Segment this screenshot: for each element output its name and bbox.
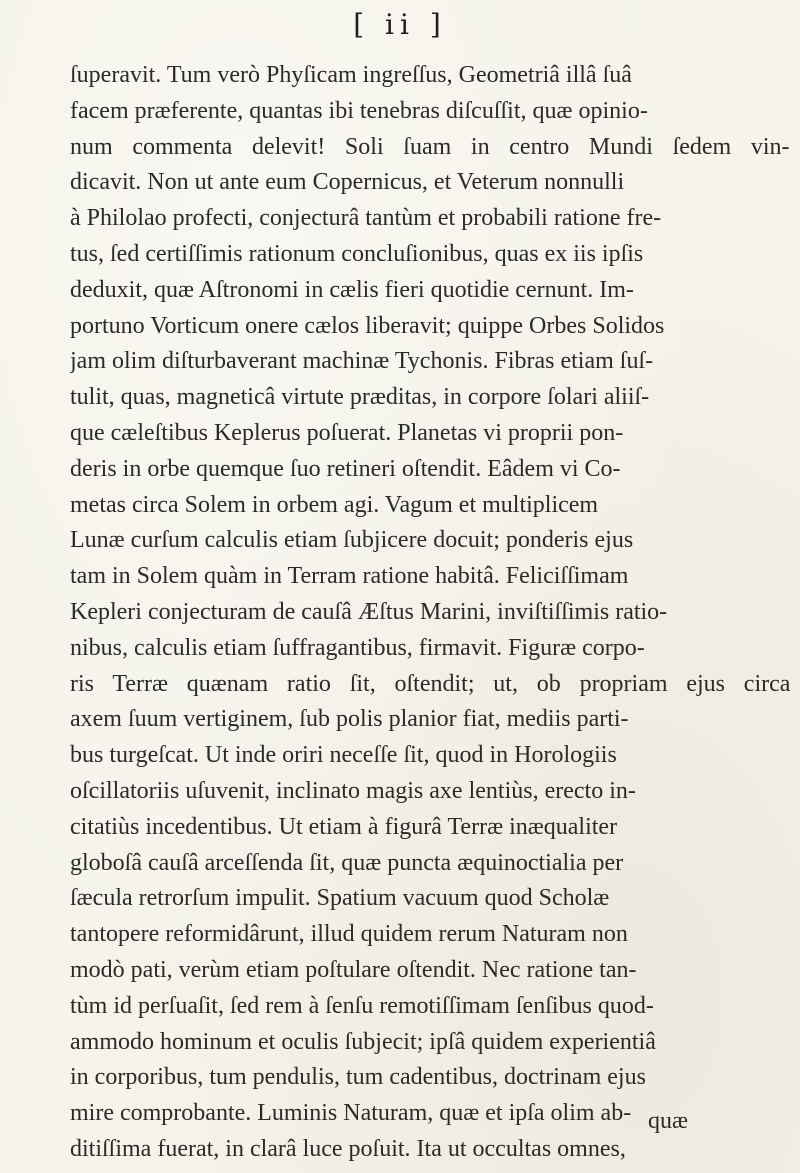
- text-line: ris Terræ quænam ratio ſit, oſtendit; ut, ob propriam ejus circa: [70, 670, 790, 697]
- text-line: ditiſſima fuerat, in clarâ luce poſuit. Ita ut occultas omnes,: [70, 1135, 626, 1162]
- text-line: ſuperavit. Tum verò Phyſicam ingreſſus, Geometriâ illâ ſuâ: [70, 62, 632, 88]
- catchword: quæ: [648, 1108, 689, 1134]
- text-line: bus turgeſcat. Ut inde oriri neceſſe ſit, quod in Horologiis: [70, 742, 617, 769]
- text-line: facem præferente, quantas ibi tenebras diſcuſſit, quæ opinio-: [70, 97, 648, 124]
- text-line: nibus, calculis etiam ſuffragantibus, firmavit. Figuræ corpo-: [70, 634, 645, 661]
- text-line: deduxit, quæ Aſtronomi in cælis fieri quotidie cernunt. Im-: [70, 276, 634, 303]
- text-line: citatiùs incedentibus. Ut etiam à figurâ Terræ inæqualiter: [70, 813, 618, 840]
- text-line: ammodo hominum et oculis ſubjecit; ipſâ quidem experientiâ: [70, 1028, 656, 1055]
- text-line: tantopere reformidârunt, illud quidem rerum Naturam non: [70, 921, 628, 948]
- text-line: tam in Solem quàm in Terram ratione habitâ. Feliciſſimam: [70, 563, 629, 590]
- text-line: oſcillatoriis uſuvenit, inclinato magis axe lentiùs, erecto in-: [70, 777, 636, 804]
- text-line: axem ſuum vertiginem, ſub polis planior fiat, mediis parti-: [70, 706, 629, 733]
- text-line: Kepleri conjecturam de cauſâ Æſtus Marini, inviſtiſſimis ratio-: [70, 598, 668, 625]
- text-line: que cæleſtibus Keplerus poſuerat. Planetas vi proprii pon-: [70, 419, 624, 446]
- text-line: à Philolao profecti, conjecturâ tantùm et probabili ratione fre-: [70, 205, 662, 232]
- page-number: [ ii ]: [353, 8, 447, 41]
- text-line: num commenta delevit! Soli ſuam in centro Mundi ſedem vin-: [70, 133, 790, 160]
- text-line: Lunæ curſum calculis etiam ſubjicere docuit; ponderis ejus: [70, 527, 634, 554]
- text-line: globoſâ cauſâ arceſſenda ſit, quæ puncta æquinoctialia per: [70, 849, 624, 876]
- text-line: tus, ſed certiſſimis rationum concluſionibus, quas ex iis ipſis: [70, 240, 644, 267]
- text-line: mire comprobante. Luminis Naturam, quæ et ipſa olim ab-: [70, 1100, 632, 1127]
- body-text: [70, 58, 790, 1168]
- text-line: tùm id perſuaſit, ſed rem à ſenſu remotiſſimam ſenſibus quod-: [70, 992, 654, 1019]
- text-line: tulit, quas, magneticâ virtute præditas, in corpore ſolari aliiſ-: [70, 384, 650, 411]
- text-line: metas circa Solem in orbem agi. Vagum et multiplicem: [70, 491, 599, 518]
- text-line: dicavit. Non ut ante eum Copernicus, et Veterum nonnulli: [70, 169, 625, 196]
- text-line: deris in orbe quemque ſuo retineri oſtendit. Eâdem vi Co-: [70, 455, 621, 482]
- text-line: portuno Vorticum onere cælos liberavit; quippe Orbes Solidos: [70, 312, 665, 339]
- text-line: modò pati, verùm etiam poſtulare oſtendit. Nec ratione tan-: [70, 956, 637, 983]
- text-line: jam olim diſturbaverant machinæ Tychonis. Fibras etiam ſuſ-: [70, 348, 654, 375]
- text-line: in corporibus, tum pendulis, tum cadentibus, doctrinam ejus: [70, 1064, 646, 1091]
- text-line: ſæcula retrorſum impulit. Spatium vacuum quod Scholæ: [70, 885, 610, 912]
